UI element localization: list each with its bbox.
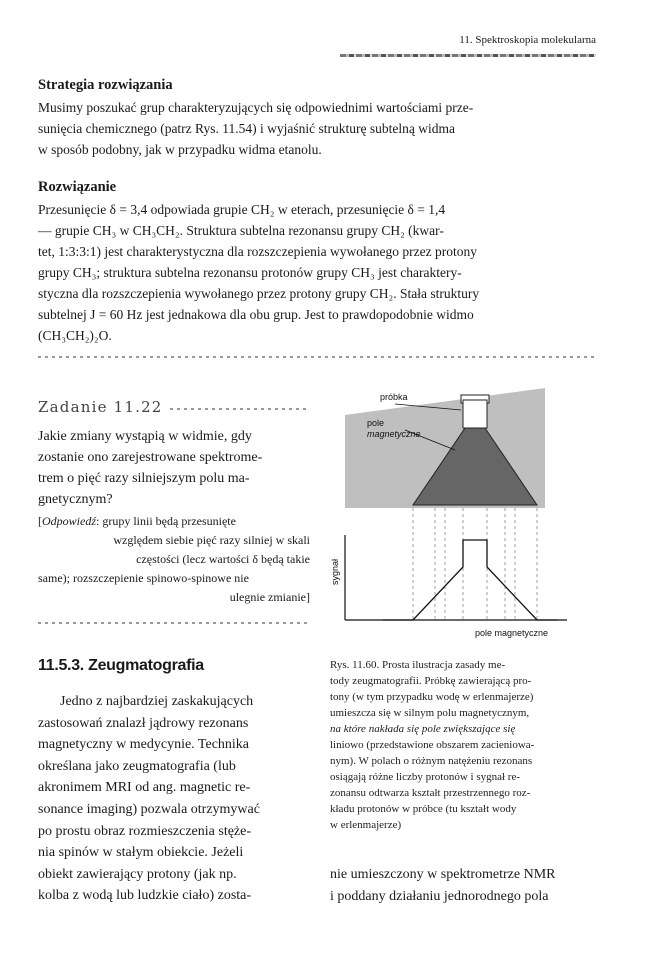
text-line: akronimem MRI od ang. magnetic re- (38, 780, 251, 796)
header-rule (340, 54, 596, 57)
text-line: i poddany działaniu jednorodnego pola (330, 888, 549, 904)
caption-line: kładu protonów w próbce (tu kształt wody (330, 803, 517, 815)
text-line: trem o pięć razy silniejszym polu ma- (38, 471, 250, 486)
exercise-title-rule (170, 408, 308, 410)
text-line: sonance imaging) pozwala otrzymywać (38, 801, 260, 817)
label-sample: próbka (380, 392, 408, 402)
caption-line: umieszcza się w silnym polu magnetycznym, (330, 707, 530, 719)
caption-line: osiągają różne liczby protonów i sygnał re- (330, 771, 520, 783)
zeugmatography-figure (325, 380, 607, 642)
caption-line: w erlenmajerze) (330, 819, 402, 831)
section-text-right (330, 864, 598, 907)
exercise-answer: [Odpowiedź: grupy linii będą przesunięte względem siebie pięć razy silniej w skali częstości (lecz wartości δ będą takie same); rozszczepienie spinowo-spinowe nie ulegnie zmianie] (38, 512, 310, 607)
caption-line: zonansu odtwarza kształt przestrzennego roz- (330, 787, 531, 799)
text-line: zastosowań znalazł jądrowy rezonans (38, 715, 249, 731)
text-line: po prostu obraz rozmieszczenia stęże- (38, 823, 252, 839)
caption-line: tody zeugmatografii. Próbkę zawierającą pro- (330, 675, 532, 687)
text-line: : grupy linii będą przesunięte (96, 514, 236, 528)
solution-text (38, 199, 598, 346)
text-line: określana jako zeugmatografia (lub (38, 758, 236, 774)
label-axis: pole magnetyczne (475, 628, 549, 638)
running-header: 11. Spektroskopia molekularna (459, 34, 596, 46)
strategy-text (38, 97, 598, 160)
text-line: obiekt zawierający protony (jak np. (38, 866, 237, 882)
caption-line: na które nakłada się pole zwiększające się (330, 723, 516, 735)
solution-heading: Rozwiązanie (38, 179, 117, 195)
text-line: same); rozszczepienie spinowo-spinowe nie (38, 571, 249, 585)
section-title: 11.5.3. Zeugmatografia (38, 657, 204, 674)
caption-line: tony (w tym przypadku wodę w erlenmajerze) (330, 691, 534, 703)
text-line: magnetyczny w medycynie. Technika (38, 737, 250, 753)
text-line: Musimy poszukać grup charakteryzujących się odpowiednimi wartościami prze- (38, 100, 474, 115)
label-signal: sygnał (330, 558, 340, 585)
figure-caption (330, 657, 598, 833)
exercise-title: Zadanie 11.22 (38, 398, 163, 416)
exercise-question (38, 426, 310, 510)
text-line: tet, 1:3:3:1) jest charakterystyczna dla rozszczepienia wywołanego przez protony (38, 244, 477, 259)
strategy-heading: Strategia rozwiązania (38, 77, 173, 93)
text-line: ulegnie zmianie] (229, 590, 310, 604)
text-line: nia spinów w stałym obiekcie. Jeżeli (38, 845, 244, 861)
signal-plot (345, 535, 567, 620)
section-divider (38, 356, 598, 358)
text-line: w sposób podobny, jak w przypadku widma etanolu. (38, 142, 322, 157)
text-line: częstości (lecz wartości δ będą takie (136, 552, 310, 566)
answer-label: Odpowiedź (42, 514, 96, 528)
text-line: subtelnej J = 60 Hz jest jednakowa dla obu grup. Jest to prawdopodobnie widmo (38, 307, 474, 322)
label-field: pole (367, 418, 385, 428)
text-line: Jedno z najbardziej zaskakujących (60, 694, 254, 709)
text-line: względem siebie pięć razy silniej w skali (113, 533, 310, 547)
caption-line: Rys. 11.60. Prosta ilustracja zasady me- (330, 659, 506, 671)
label-field: magnetyczne (367, 429, 421, 439)
caption-line: nym). W polach o różnym natężeniu rezonans (330, 755, 533, 767)
text-line: Przesunięcie δ = 3,4 odpowiada grupie CH₂ w eterach, przesunięcie δ = 1,4 (38, 202, 446, 217)
text-line: grupy CH₃; struktura subtelna rezonansu protonów grupy CH₃ jest charaktery- (38, 265, 462, 280)
text-line: (CH₃CH₂)₂O. (38, 328, 112, 343)
text-line: kolba z wodą lub ludzkie ciało) zosta- (38, 888, 252, 904)
text-line: sunięcia chemicznego (patrz Rys. 11.54) i wyjaśnić strukturę subtelną widma (38, 121, 455, 136)
caption-line: liniowo (przedstawione obszarem zacieniowa- (330, 739, 535, 751)
section-text-left (38, 691, 310, 907)
text-line: styczna dla rozszczepienia wywołanego przez protony grupy CH₂. Stała struktury (38, 286, 480, 301)
exercise-divider (38, 622, 310, 624)
text-line: gnetycznym? (38, 492, 113, 507)
text-line: zostanie ono zarejestrowane spektrome- (38, 450, 263, 465)
text-line: nie umieszczony w spektrometrze NMR (330, 867, 556, 882)
projection-lines (413, 508, 537, 620)
text-line: — grupie CH₃ w CH₃CH₂. Struktura subtelna rezonansu grupy CH₂ (kwar- (38, 223, 444, 238)
text-line: Jakie zmiany wystąpią w widmie, gdy (38, 429, 252, 444)
